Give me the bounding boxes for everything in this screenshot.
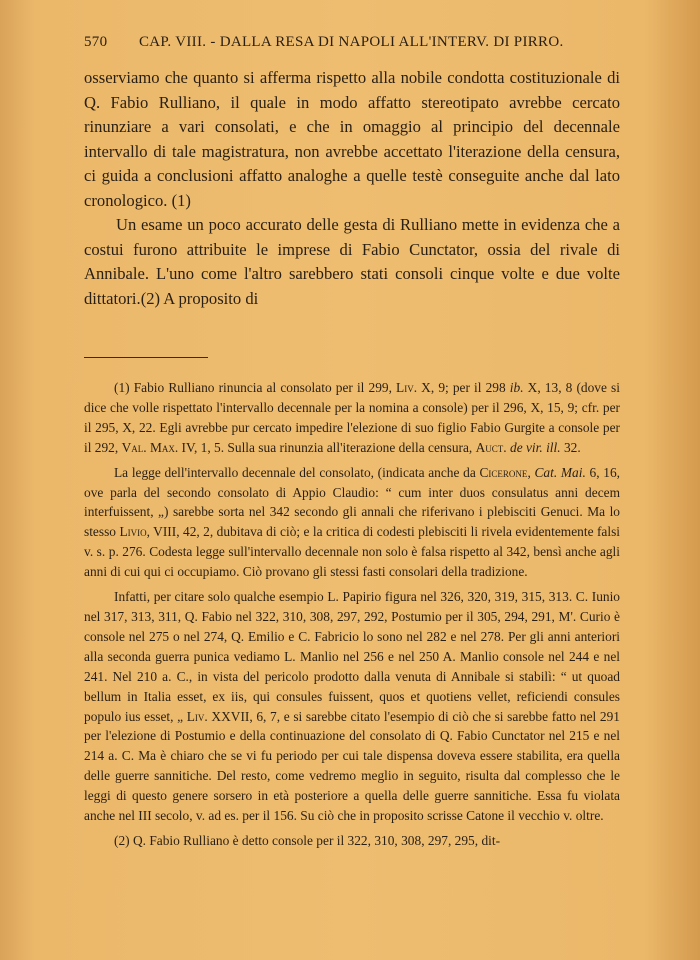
footnote-separator — [84, 357, 208, 358]
fn1-text-e: 32. — [560, 439, 581, 455]
footnote-1 — [84, 378, 620, 458]
fn1-text-b: X, 9; per il 298 — [417, 380, 510, 395]
fn1-cite-ib: ib. — [509, 380, 524, 395]
main-paragraph-2 — [84, 213, 620, 311]
fn1-cite-val-max: Val. Max. — [121, 439, 179, 455]
main-paragraph-1 — [84, 66, 620, 213]
fn1p3-cite-liv: Liv. — [186, 708, 208, 724]
fn1p2-text-b: , — [527, 464, 535, 480]
fn1p2-text-c: 6, 16, ove parla del secondo consolato di Appio Claudio: “ cum inter duos consulatus anni decem interfuissent, „) sarebbe sorta nel 342 secondo gli annali che riferivano i plebisciti Genuci. Ma lo stesso — [84, 464, 621, 540]
fn1p2-text-a: La legge dell'intervallo decennale del consolato, (indicata anche da — [114, 464, 480, 480]
fn1-text-c: X, 13, 8 (dove si dice che volle rispettato l'intervallo decennale per la nomina a console) per il 296, X, 15, 9; cfr. per il 295, X, 22. Egli avrebbe pur cercato impedire l'elezione di suo figlio Fabio Gurgite a console per il 292, — [84, 380, 620, 455]
footnote-ref-1: (1) — [171, 190, 191, 210]
fn1p2-cite-cicerone: Cicerone — [479, 464, 528, 480]
fn1-text-a: (1) Fabio Rulliano rinuncia al consolato per il 299, — [114, 380, 397, 395]
main-paragraph-2-text: Un esame un poco accurato delle gesta di Rulliano mette in evidenza che a costui furono attribuite le imprese di Fabio Cunctator, ossia del rivale di Annibale. L'uno come l'altro sarebbero stati consoli cinque volte e due volte dittatori. — [84, 215, 620, 308]
footnote-1-paragraph-3 — [84, 587, 620, 826]
fn1p2-cite-livio: Livio — [119, 524, 147, 540]
fn1p3-text-a: Infatti, per citare solo qualche esempio L. Papirio figura nel 326, 320, 319, 315, 313. C. Iunio nel 317, 313, 311, Q. Fabio nel 322, 310, 308, 297, 292, Postumio per il 305, 294, 291, M'. Curio è console nel 275 o nel 274, Q. Emilio e C. Fabricio lo sono nel 282 e nel 278. Per gli anni anteriori alla seconda guerra punica vediamo L. Manlio nel 256 e nel 250 A. Manlio console nel 244 e nel 241. Nel 210 a. C., in vista del pericolo prodotto dalla venuta di Annibale si stabilì: “ ut quoad bellum in Italia esset, ex iis, qui consules fuissent, quos et quotiens vellet, reficiendi consules populo ius esset, „ — [84, 589, 620, 724]
running-title: CAP. VIII. - DALLA RESA DI NAPOLI ALL'INTERV. DI PIRRO. — [139, 34, 564, 50]
fn1-cite-liv: Liv. — [396, 380, 418, 395]
footnotes — [84, 378, 620, 851]
fn1-cite-de-vir-ill: de vir. ill. — [510, 439, 561, 455]
page-number: 570 — [84, 34, 108, 50]
fn1-text-d: IV, 1, 5. Sulla sua rinunzia all'iterazione della censura, — [178, 439, 476, 455]
main-text — [84, 66, 620, 311]
footnote-ref-2: (2) — [140, 288, 161, 308]
fn1p2-cite-cat-mai: Cat. Mai. — [534, 464, 586, 480]
fn1p3-text-b: XXVII, 6, 7, e si sarebbe citato l'esempio di ciò che si sarebbe fatto nel 291 per l'elezione di Postumio e della continuazione del consolato di Q. Fabio Cunctator nel 215 e nel 214 a. C. Ma è chiaro che se vi fu periodo per cui tale dispensa doveva essere stabilita, era quella delle guerre sannitiche. Del resto, come vedremo meglio in seguito, risulta dal complesso che le leggi di questo genere sorsero in età posteriore a quella delle guerre sannitiche. Essa fu violata anche nel III secolo, v. ad es. per il 156. Su ciò che in proposito scrisse Catone il vecchio v. oltre. — [84, 708, 620, 824]
footnote-1-paragraph-2 — [84, 463, 620, 582]
footnote-2: (2) Q. Fabio Rulliano è detto console per il 322, 310, 308, 297, 295, dit- — [114, 832, 501, 848]
main-paragraph-2-tail: A proposito di — [160, 288, 259, 308]
fn1-cite-auct: Auct. — [475, 439, 507, 455]
running-header — [84, 34, 620, 51]
fn1p2-text-d: , VIII, 42, 2, dubitava di ciò; e la critica di codesti plebisciti li rivela evidentemente falsi v. s. p. 276. Codesta legge sull'intervallo decennale non solo è falsa rispetto al 342, bensì anche agli anni di cui qui ci occupiamo. Ciò provano gli stessi fasti consolari della tradizione. — [84, 524, 621, 580]
main-paragraph-1-text: osserviamo che quanto si afferma rispetto alla nobile condotta costituzionale di Q. Fabio Rulliano, il quale in modo affatto stereotipato avrebbe cercato rinunziare a vari consolati, e che in omaggio al principio del decennale intervallo di tale magistratura, non avrebbe accettato l'iterazione della censura, ci guida a conclusioni affatto analoghe a quelle testè conseguite anche dal lato cronologico. — [84, 68, 620, 210]
